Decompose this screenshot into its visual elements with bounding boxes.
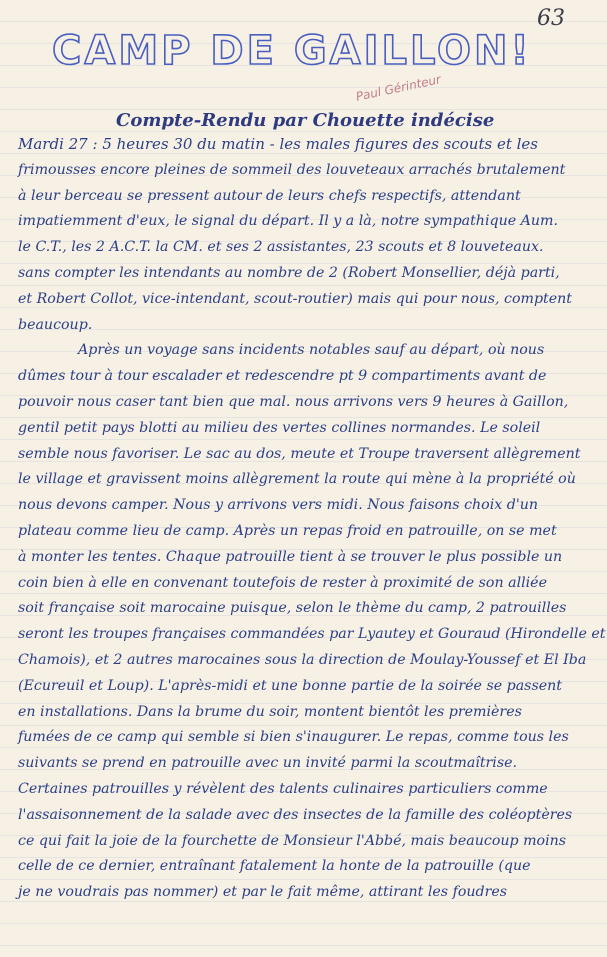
text-line: à leur berceau se pressent autour de leurs chefs respectifs, attendant [18,187,521,204]
text-line: impatiemment d'eux, le signal du départ. Il y a là, notre sympathique Aum. [18,213,558,230]
report-subtitle: Compte-Rendu par Chouette indécise [116,110,495,131]
text-line: dûmes tour à tour escalader et redescendre pt 9 compartiments avant de [18,368,547,385]
text-line: Certaines patrouilles y révèlent des talents culinaires particuliers comme [18,780,548,797]
text-line: fumées de ce camp qui semble si bien s'inaugurer. Le repas, comme tous les [18,729,569,746]
report-body [18,132,606,906]
text-line: et Robert Collot, vice-intendant, scout-routier) mais qui pour nous, comptent [18,290,572,307]
text-line: (Ecureuil et Loup). L'après-midi et une bonne partie de la soirée se passent [18,677,562,694]
text-line: ce qui fait la joie de la fourchette de Monsieur l'Abbé, mais beaucoup moins [18,832,567,849]
text-line: à monter les tentes. Chaque patrouille tient à se trouver le plus possible un [18,548,563,565]
text-line: frimousses encore pleines de sommeil des louveteaux arrachés brutalement [18,161,566,178]
text-line: je ne voudrais pas nommer) et par le fait même, attirant les foudres [18,884,508,901]
page-number: 63 [537,6,565,31]
text-line: suivants se prend en patrouille avec un invité parmi la scoutmaîtrise. [18,755,518,772]
page-title: CAMP DE GAILLON! [52,28,532,74]
text-line: coin bien à elle en convenant toutefois de rester à proximité de son alliée [18,574,547,591]
text-line: soit française soit marocaine puisque, selon le thème du camp, 2 patrouilles [18,600,567,617]
text-line: seront les troupes françaises commandées par Lyautey et Gouraud (Hirondelle et [18,626,606,643]
text-line: sans compter les intendants au nombre de 2 (Robert Monsellier, déjà parti, [18,264,560,281]
text-line: Mardi 27 : 5 heures 30 du matin - les males figures des scouts et les [18,135,538,153]
margin-annotation: Paul Gérinteur [354,72,443,104]
text-line: semble nous favoriser. Le sac au dos, meute et Troupe traversent allègrement [18,445,581,462]
text-line: le C.T., les 2 A.C.T. la CM. et ses 2 assistantes, 23 scouts et 8 louveteaux. [18,239,544,256]
text-line: pouvoir nous caser tant bien que mal. nous arrivons vers 9 heures à Gaillon, [18,393,569,410]
text-line: plateau comme lieu de camp. Après un repas froid en patrouille, on se met [18,522,557,539]
text-line: en installations. Dans la brume du soir, montent bientôt les premières [18,703,522,720]
text-line: gentil petit pays blotti au milieu des vertes collines normandes. Le soleil [18,419,541,436]
text-line: Après un voyage sans incidents notables sauf au départ, où nous [78,342,545,359]
text-line: nous devons camper. Nous y arrivons vers midi. Nous faisons choix d'un [18,497,539,514]
text-line: beaucoup. [18,316,93,333]
text-line: le village et gravissent moins allègrement la route qui mène à la propriété où [18,471,576,488]
text-line: celle de ce dernier, entraînant fatalement la honte de la patrouille (que [18,858,531,875]
text-line: Chamois), et 2 autres marocaines sous la direction de Moulay-Youssef et El Iba [18,651,587,668]
text-line: l'assaisonnement de la salade avec des insectes de la famille des coléoptères [18,806,573,823]
